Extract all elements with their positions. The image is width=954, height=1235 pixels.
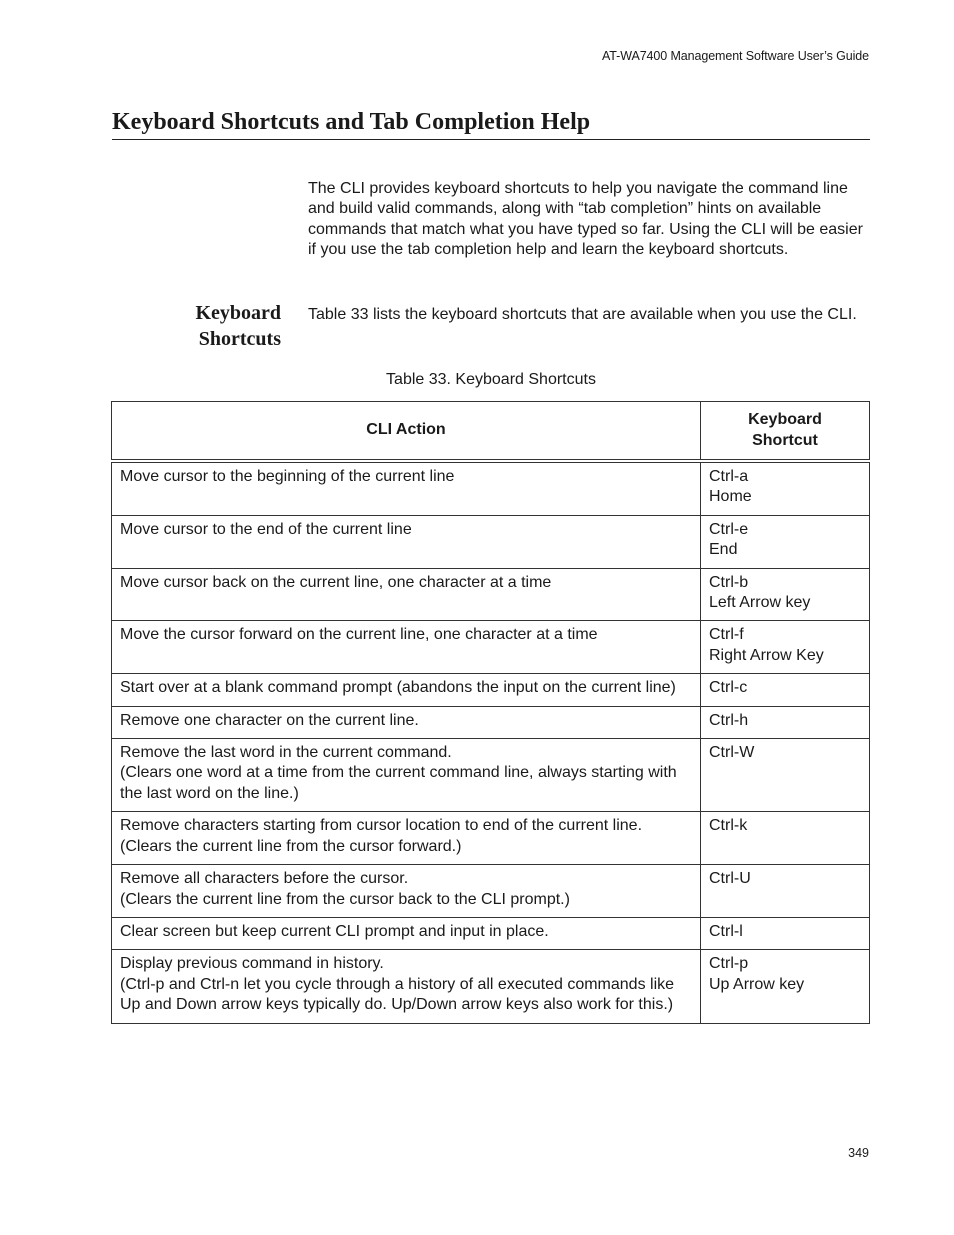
shortcut-text: Ctrl-e (709, 520, 749, 538)
cell-cli-action (112, 812, 701, 865)
cell-keyboard-shortcut (701, 865, 870, 918)
cli-action-text: Move cursor to the end of the current line (120, 520, 412, 538)
page-number: 349 (848, 1146, 869, 1160)
intro-paragraph: The CLI provides keyboard shortcuts to help you navigate the command line and build valid commands, along with “tab completion” hints on available commands that match what you have typed so far. Using the CLI will be easier if you use the tab completion help and learn the keyboard shortcuts. (308, 180, 863, 258)
subsection-heading (150, 300, 281, 352)
table-body (112, 461, 870, 1023)
shortcut-text: Ctrl-p (709, 955, 749, 973)
cli-action-text: (Clears the current line from the cursor back to the CLI prompt.) (120, 890, 570, 908)
cell-keyboard-shortcut (701, 515, 870, 568)
shortcut-text: Ctrl-f (709, 626, 744, 644)
cell-keyboard-shortcut (701, 917, 870, 949)
table-row (112, 621, 870, 674)
table-row (112, 461, 870, 515)
table-header-row (112, 402, 870, 462)
cli-action-text: Remove characters starting from cursor location to end of the current line. (120, 817, 643, 835)
cell-cli-action (112, 950, 701, 1023)
shortcut-text: Ctrl-U (709, 870, 751, 888)
table-caption: Table 33. Keyboard Shortcuts (386, 371, 596, 388)
cell-keyboard-shortcut (701, 706, 870, 738)
table-row (112, 739, 870, 812)
cli-action-text: Remove one character on the current line. (120, 711, 419, 729)
cell-keyboard-shortcut (701, 621, 870, 674)
table-row (112, 568, 870, 621)
column-header-shortcut-line2: Shortcut (752, 431, 818, 449)
cli-action-text: Clear screen but keep current CLI prompt and input in place. (120, 922, 549, 940)
shortcut-text: Ctrl-c (709, 679, 748, 697)
cell-keyboard-shortcut (701, 674, 870, 706)
cli-action-text: Start over at a blank command prompt (abandons the input on the current line) (120, 679, 676, 697)
cell-cli-action (112, 739, 701, 812)
cli-action-text: Display previous command in history. (120, 955, 384, 973)
shortcut-text: Up Arrow key (709, 975, 805, 993)
cli-action-text: Move the cursor forward on the current line, one character at a time (120, 626, 598, 644)
cell-keyboard-shortcut (701, 461, 870, 515)
table-row (112, 865, 870, 918)
table-row (112, 706, 870, 738)
cli-action-text: Move cursor to the beginning of the current line (120, 468, 455, 485)
subsection-paragraph: Table 33 lists the keyboard shortcuts that are available when you use the CLI. (308, 306, 857, 323)
title-rule (112, 139, 870, 140)
cli-action-text: Move cursor back on the current line, one character at a time (120, 573, 552, 591)
shortcut-text: End (709, 541, 738, 559)
column-header-cli-action: CLI Action (112, 402, 701, 462)
running-header: AT-WA7400 Management Software User’s Guide (602, 49, 869, 63)
cell-cli-action (112, 461, 701, 515)
column-header-shortcut-line1: Keyboard (748, 411, 822, 429)
cell-keyboard-shortcut (701, 739, 870, 812)
shortcut-text: Left Arrow key (709, 594, 811, 612)
shortcut-text: Ctrl-l (709, 922, 743, 940)
cell-cli-action (112, 568, 701, 621)
table-row (112, 515, 870, 568)
cell-cli-action (112, 515, 701, 568)
cli-action-text: (Ctrl-p and Ctrl-n let you cycle through a history of all executed commands like Up and Down arrow keys typically do. Up/Down arrow keys also work for this.) (120, 975, 675, 1014)
shortcut-text: Ctrl-W (709, 744, 755, 762)
cli-action-text: Remove all characters before the cursor. (120, 870, 409, 888)
cli-action-text: (Clears the current line from the cursor forward.) (120, 837, 462, 855)
keyboard-shortcuts-table (111, 401, 870, 1024)
subsection-heading-line1: Keyboard (195, 302, 281, 324)
table-row (112, 950, 870, 1023)
cell-keyboard-shortcut (701, 568, 870, 621)
section-title: Keyboard Shortcuts and Tab Completion Help (112, 109, 591, 135)
table-row (112, 674, 870, 706)
cell-cli-action (112, 621, 701, 674)
shortcut-text: Ctrl-b (709, 573, 749, 591)
cell-cli-action (112, 706, 701, 738)
cell-cli-action (112, 674, 701, 706)
shortcut-text: Ctrl-k (709, 817, 748, 835)
cell-cli-action (112, 917, 701, 949)
table-row (112, 812, 870, 865)
cell-cli-action (112, 865, 701, 918)
table-row (112, 917, 870, 949)
cell-keyboard-shortcut (701, 950, 870, 1023)
shortcut-text: Ctrl-h (709, 711, 749, 729)
column-header-keyboard-shortcut (701, 402, 870, 462)
cli-action-text: Remove the last word in the current command. (120, 744, 452, 762)
cell-keyboard-shortcut (701, 812, 870, 865)
shortcut-text: Home (709, 488, 752, 506)
subsection-heading-line2: Shortcuts (198, 328, 281, 350)
shortcut-text: Ctrl-a (709, 468, 749, 485)
cli-action-text: (Clears one word at a time from the current command line, always starting with the last word on the line.) (120, 764, 677, 802)
shortcut-text: Right Arrow Key (709, 646, 824, 664)
